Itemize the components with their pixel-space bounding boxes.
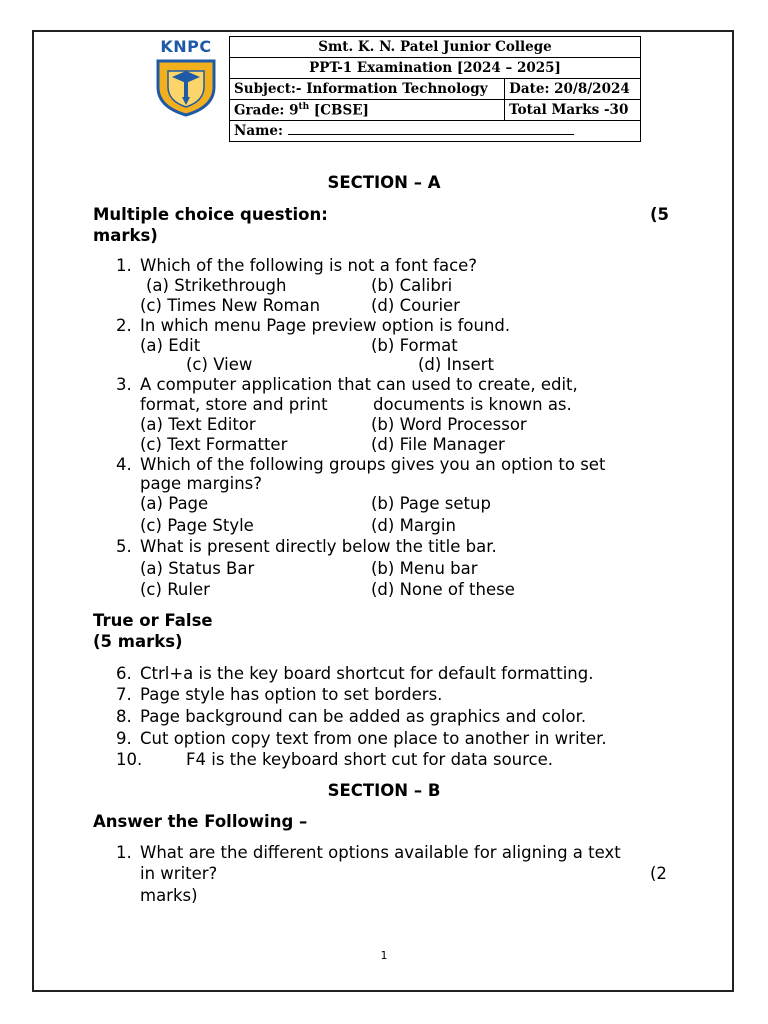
shield-emblem-icon [154,57,218,117]
option-d: (d) Insert [418,355,494,374]
option-d: (d) Margin [371,516,456,535]
option-a: (a) Edit [140,336,201,355]
page-number: 1 [380,949,388,962]
tf-number: 8. [116,707,132,726]
tf-marks: (5 marks) [93,632,183,651]
tf-statement: Page background can be added as graphics and color. [140,707,587,726]
tf-number: 6. [116,664,132,683]
option-c: (c) View [186,355,253,374]
date-cell: Date: 20/8/2024 [505,79,641,100]
question-text-cont: format, store and print [140,395,328,414]
option-c: (c) Ruler [140,580,210,599]
question-marks-close: marks) [140,886,198,905]
tf-heading: True or False [93,611,213,630]
question-marks: (2 [650,864,667,883]
option-a: (a) Status Bar [140,559,255,578]
tf-statement: Ctrl+a is the key board shortcut for default formatting. [140,664,594,683]
question-number: 1. [116,843,132,862]
option-b: (b) Format [371,336,458,355]
option-c: (c) Times New Roman [140,296,321,315]
subject-cell: Subject:- Information Technology [230,79,505,100]
option-c: (c) Page Style [140,516,254,535]
option-d: (d) File Manager [371,435,505,454]
option-a: (a) Strikethrough [146,276,287,295]
tf-number: 9. [116,729,132,748]
option-a: (a) Page [140,494,209,513]
question-text: Which of the following is not a font face? [140,256,478,275]
grade-cell: Grade: 9th [CBSE] [230,100,505,121]
tf-number: 10. [116,750,143,769]
question-text-cont: documents is known as. [373,395,572,414]
option-d: (d) Courier [371,296,460,315]
option-a: (a) Text Editor [140,415,256,434]
option-b: (b) Menu bar [371,559,478,578]
question-text: Which of the following groups gives you an option to set [140,455,606,474]
option-b: (b) Word Processor [371,415,527,434]
question-number: 2. [116,316,132,335]
option-c: (c) Text Formatter [140,435,288,454]
question-text: What are the different options available for aligning a text [140,843,621,862]
section-b-title: SECTION – B [327,781,441,800]
name-field[interactable]: Name: [230,121,641,142]
option-b: (b) Calibri [371,276,453,295]
question-number: 1. [116,256,132,275]
tf-statement: Cut option copy text from one place to another in writer. [140,729,607,748]
question-number: 4. [116,455,132,474]
college-name: Smt. K. N. Patel Junior College [230,37,641,58]
exam-header-table [229,36,641,142]
option-b: (b) Page setup [371,494,491,513]
question-text-cont: in writer? [140,864,218,883]
section-b-heading: Answer the Following – [93,812,308,831]
tf-number: 7. [116,685,132,704]
question-text: In which menu Page preview option is found. [140,316,511,335]
section-a-title: SECTION – A [327,173,441,192]
tf-statement: F4 is the keyboard short cut for data source. [186,750,554,769]
mcq-heading: Multiple choice question: [93,205,328,224]
college-logo [152,37,220,121]
question-number: 5. [116,537,132,556]
mcq-marks-close: marks) [93,226,158,245]
question-number: 3. [116,375,132,394]
mcq-marks: (5 [650,205,670,224]
logo-text: KNPC [160,37,212,56]
question-text: A computer application that can used to create, edit, [140,375,578,394]
exam-title: PPT-1 Examination [2024 – 2025] [230,58,641,79]
question-text-cont: page margins? [140,474,263,493]
option-d: (d) None of these [371,580,515,599]
tf-statement: Page style has option to set borders. [140,685,443,704]
question-text: What is present directly below the title bar. [140,537,497,556]
total-marks-cell: Total Marks -30 [505,100,641,121]
